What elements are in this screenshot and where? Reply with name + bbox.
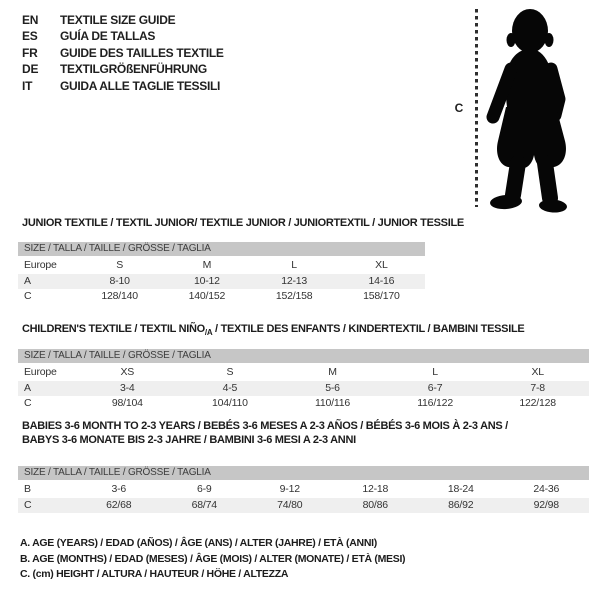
table-cell: 9-12 <box>279 483 300 495</box>
table-cell: S <box>226 366 234 378</box>
row-cells <box>76 498 589 514</box>
table-row <box>18 482 589 498</box>
table-row <box>18 365 589 381</box>
table-cell: L <box>432 366 438 378</box>
table-cell: 140/152 <box>188 290 226 303</box>
table-cell: 86/92 <box>448 498 474 511</box>
table-body <box>18 365 589 412</box>
table-cell: 3-4 <box>120 381 135 394</box>
table-cell: 62/68 <box>106 498 132 511</box>
babies-title-line1: BABIES 3-6 MONTH TO 2-3 YEARS / BEBÉS 3-6 MESES A 2-3 AÑOS / BÉBÉS 3-6 MOIS À 2-3 ANS / <box>22 420 508 432</box>
table-cell: 158/170 <box>363 290 400 303</box>
table-body <box>18 258 425 305</box>
language-row <box>22 28 224 44</box>
row-label: A <box>24 381 31 394</box>
row-cells <box>76 365 589 381</box>
size-header-bar: SIZE / TALLA / TAILLE / GRÖSSE / TAGLIA <box>18 466 589 480</box>
table-cell: 4-5 <box>222 381 238 394</box>
table-cell: 18-24 <box>447 483 474 495</box>
table-cell: 116/122 <box>417 397 453 410</box>
babies-section-title <box>22 420 508 447</box>
table-cell: 92/98 <box>533 498 559 511</box>
row-cells <box>76 289 425 305</box>
table-row <box>18 498 589 514</box>
language-code: EN <box>22 13 39 27</box>
junior-size-table <box>18 242 425 305</box>
baby-silhouette-icon <box>484 7 574 213</box>
children-title-subscript: /A <box>204 328 213 338</box>
table-cell: 152/158 <box>275 290 313 303</box>
table-cell: XL <box>375 259 388 271</box>
table-body <box>18 482 589 513</box>
table-cell: XS <box>120 366 135 378</box>
row-label: B <box>24 483 31 495</box>
table-cell: 122/128 <box>519 397 556 410</box>
size-header-bar: SIZE / TALLA / TAILLE / GRÖSSE / TAGLIA <box>18 349 589 363</box>
language-row <box>22 45 224 61</box>
language-row <box>22 78 224 94</box>
row-label: C <box>24 290 32 303</box>
table-cell: 5-6 <box>325 381 340 394</box>
language-title: GUIDE DES TAILLES TEXTILE <box>60 45 224 60</box>
language-title: GUIDA ALLE TAGLIE TESSILI <box>60 78 221 93</box>
row-label: A <box>24 274 31 287</box>
table-cell: 104/110 <box>212 397 248 410</box>
footnote-line: A. AGE (YEARS) / EDAD (AÑOS) / ÂGE (ANS) / ALTER (JAHRE) / ETÀ (ANNI) <box>20 537 377 549</box>
language-legend <box>22 12 224 94</box>
children-title-pre: CHILDREN'S TEXTILE / TEXTIL NIÑO <box>22 323 205 335</box>
measurement-footnotes <box>20 536 405 583</box>
table-cell: L <box>291 259 297 271</box>
table-cell: 14-16 <box>368 274 395 287</box>
table-cell: 68/74 <box>191 498 217 511</box>
table-cell: 12-13 <box>281 274 308 287</box>
table-cell: XL <box>531 366 544 378</box>
height-measure-dotted-line <box>475 9 478 207</box>
footnote-line: B. AGE (MONTHS) / EDAD (MESES) / ÂGE (MOIS) / ALTER (MONATE) / ETÀ (MESI) <box>20 552 406 565</box>
table-cell: M <box>202 259 212 271</box>
table-cell: 128/140 <box>101 290 138 303</box>
table-row <box>18 274 425 290</box>
row-cells <box>76 258 425 274</box>
language-code: ES <box>22 29 38 44</box>
row-cells <box>76 381 589 397</box>
table-cell: 98/104 <box>111 397 143 410</box>
language-title: TEXTILE SIZE GUIDE <box>60 13 176 27</box>
row-cells <box>76 396 589 412</box>
row-label: C <box>24 498 32 511</box>
language-code: FR <box>22 45 38 60</box>
table-cell: M <box>328 366 337 378</box>
table-cell: 3-6 <box>111 483 127 495</box>
table-row <box>18 381 589 397</box>
babies-size-table <box>18 466 589 513</box>
babies-title-line2: BABYS 3-6 MONATE BIS 2-3 JAHRE / BAMBINI 3-6 MESI A 2-3 ANNI <box>22 433 356 446</box>
children-size-table <box>18 349 589 412</box>
row-cells <box>76 274 425 290</box>
size-header-bar: SIZE / TALLA / TAILLE / GRÖSSE / TAGLIA <box>18 242 425 256</box>
table-row <box>18 396 589 412</box>
children-section-title <box>22 323 524 337</box>
table-cell: 8-10 <box>109 274 130 287</box>
table-cell: 24-36 <box>533 483 560 495</box>
row-cells <box>76 482 589 498</box>
language-row <box>22 61 224 77</box>
language-title: TEXTILGRÖßENFÜHRUNG <box>60 62 207 77</box>
language-row <box>22 12 224 28</box>
table-cell: 12-18 <box>362 483 389 495</box>
footnote-line: C. (cm) HEIGHT / ALTURA / HAUTEUR / HÖHE / ALTEZZA <box>20 568 289 581</box>
language-title: GUÍA DE TALLAS <box>60 29 156 44</box>
table-row <box>18 289 425 305</box>
table-cell: 6-9 <box>196 483 212 495</box>
height-measure-label: C <box>454 101 464 115</box>
table-cell: 10-12 <box>193 274 220 287</box>
table-cell: 74/80 <box>277 498 303 511</box>
table-cell: 6-7 <box>427 381 443 394</box>
table-cell: 110/116 <box>314 397 350 410</box>
table-row <box>18 258 425 274</box>
table-cell: 80/86 <box>362 498 388 511</box>
table-cell: S <box>116 259 124 271</box>
row-label: Europe <box>24 259 57 271</box>
row-label: C <box>24 397 32 410</box>
junior-section-title: JUNIOR TEXTILE / TEXTIL JUNIOR/ TEXTILE JUNIOR / JUNIORTEXTIL / JUNIOR TESSILE <box>22 217 464 229</box>
language-code: DE <box>22 62 39 77</box>
row-label: Europe <box>24 366 57 378</box>
language-code: IT <box>22 78 33 93</box>
children-title-post: / TEXTILE DES ENFANTS / KINDERTEXTIL / BAMBINI TESSILE <box>212 323 525 335</box>
table-cell: 7-8 <box>530 381 545 394</box>
